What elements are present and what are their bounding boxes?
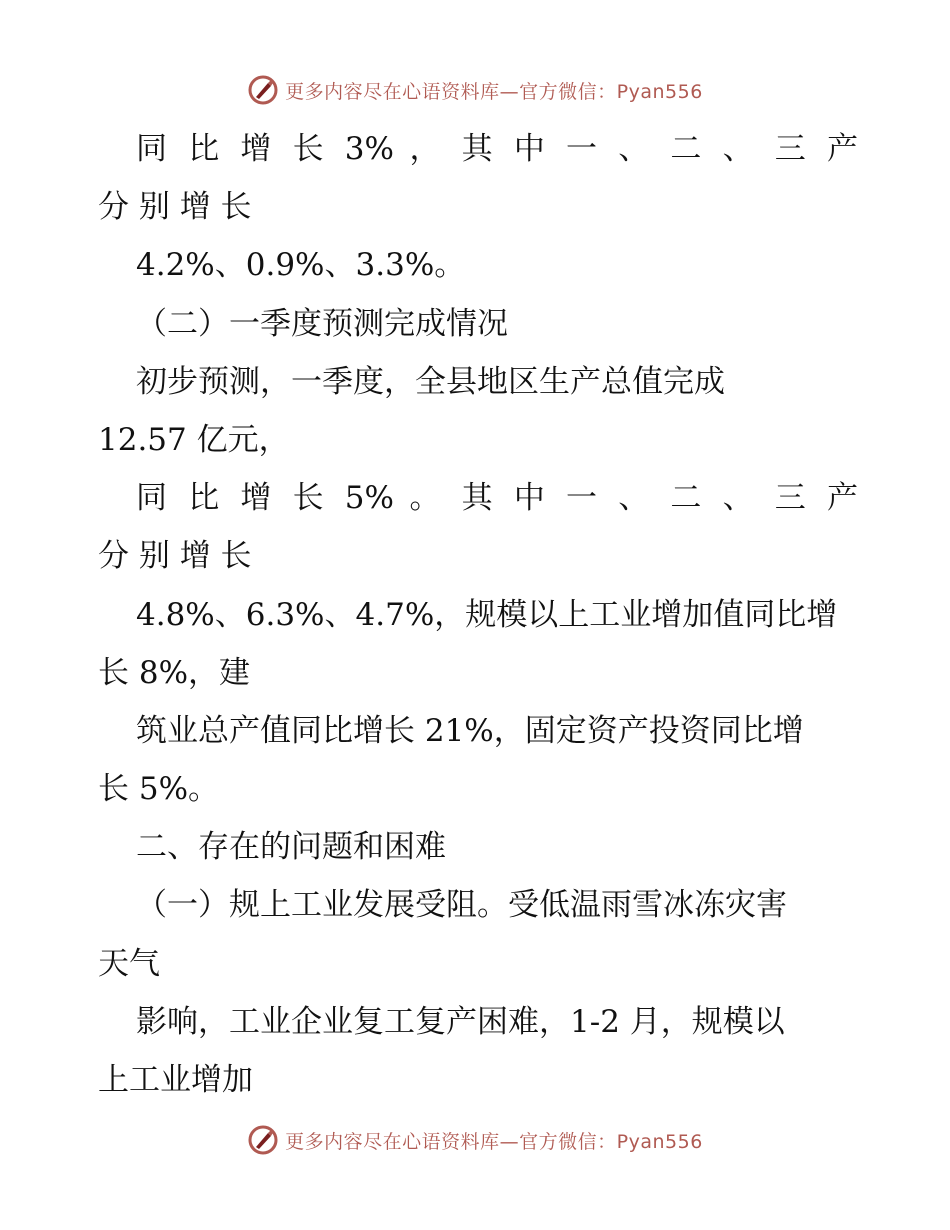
pen-logo-icon: [247, 1124, 279, 1156]
watermark-text: 更多内容尽在心语资料库—官方微信：Pyan556: [285, 80, 703, 103]
text-line: 4.2%、0.9%、3.3%。: [136, 247, 466, 284]
watermark-text: 更多内容尽在心语资料库—官方微信：Pyan556: [285, 1130, 703, 1153]
watermark-footer: [0, 1120, 950, 1160]
pen-logo-icon: [247, 74, 279, 106]
section-heading: （二）一季度预测完成情况: [136, 305, 508, 342]
section-heading: 二、存在的问题和困难: [136, 829, 446, 866]
text-line: 筑业总产值同比增长 21%，固定资产投资同比增: [136, 712, 804, 749]
text-line: 分 别 增 长: [98, 538, 252, 575]
text-line: 上工业增加: [98, 1062, 253, 1098]
text-line: 4.8%、6.3%、4.7%，规模以上工业增加值同比增: [136, 596, 838, 633]
text-line: 长 8%，建: [98, 654, 251, 691]
text-line: 12.57 亿元，: [98, 421, 290, 458]
watermark-header: [0, 70, 950, 110]
text-line: 同 比 增 长 5% 。 其 中 一 、 二 、 三 产: [136, 480, 858, 517]
text-line: 同 比 增 长 3% ， 其 中 一 、 二 、 三 产: [136, 131, 858, 167]
text-line: 分 别 增 长: [98, 189, 252, 226]
document-body: [98, 120, 858, 1109]
text-line: （一）规上工业发展受阻。受低温雨雪冰冻灾害: [136, 887, 787, 924]
text-line: 长 5%。: [98, 771, 220, 808]
text-line: 天气: [98, 945, 160, 982]
text-line: 影响，工业企业复工复产困难，1-2 月，规模以: [136, 1003, 785, 1040]
text-line: 初步预测，一季度，全县地区生产总值完成: [136, 363, 725, 400]
